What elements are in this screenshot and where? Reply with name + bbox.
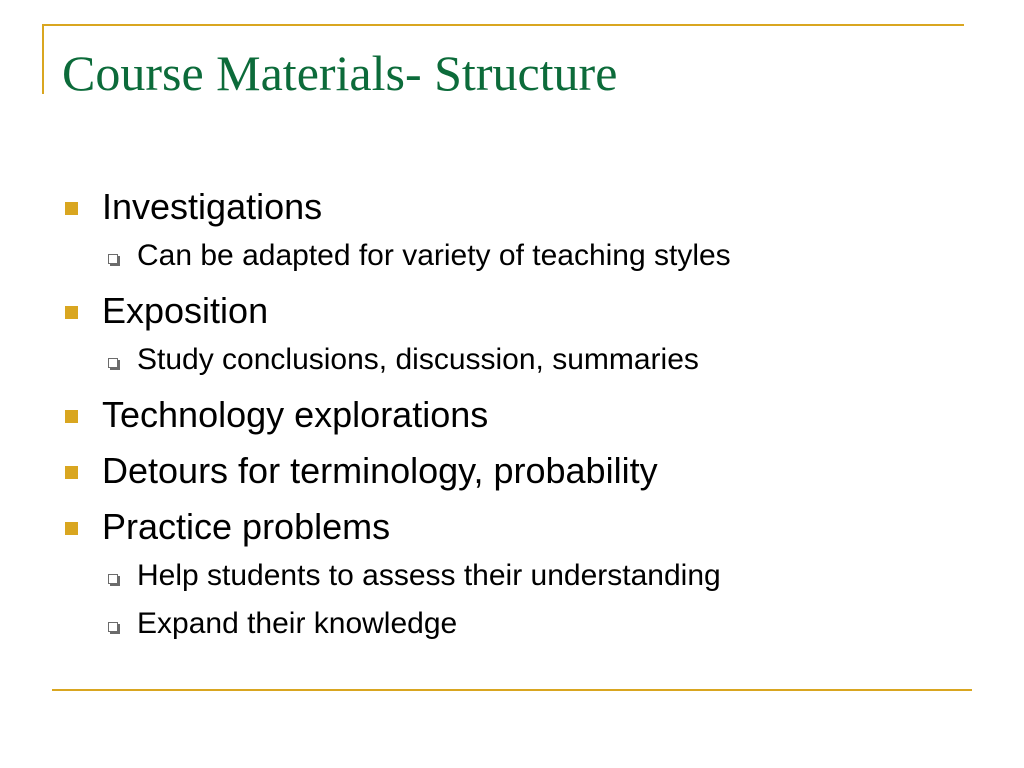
square-bullet-icon bbox=[65, 466, 78, 479]
frame-vertical-rule bbox=[42, 24, 44, 94]
sub-bullet-text: Study conclusions, discussion, summaries bbox=[137, 343, 699, 376]
bullet-list bbox=[60, 182, 980, 648]
square-bullet-icon bbox=[65, 306, 78, 319]
square-bullet-icon bbox=[65, 522, 78, 535]
sub-bullet-text: Expand their knowledge bbox=[137, 607, 458, 640]
bullet-item bbox=[60, 182, 980, 232]
sub-bullet-item bbox=[60, 232, 980, 280]
bullet-item bbox=[60, 286, 980, 336]
slide-title: Course Materials- Structure bbox=[62, 45, 618, 101]
square-bullet-icon bbox=[65, 410, 78, 423]
sub-bullet-item bbox=[60, 600, 980, 648]
hollow-square-bullet-icon bbox=[108, 622, 118, 632]
hollow-square-bullet-icon bbox=[108, 358, 118, 368]
hollow-square-bullet-icon bbox=[108, 574, 118, 584]
bullet-item bbox=[60, 502, 980, 552]
frame-top-rule bbox=[42, 24, 964, 26]
frame-bottom-rule bbox=[52, 689, 972, 691]
sub-bullet-item bbox=[60, 336, 980, 384]
bullet-text: Exposition bbox=[102, 290, 269, 331]
bullet-text: Practice problems bbox=[102, 506, 391, 547]
bullet-item bbox=[60, 390, 980, 440]
hollow-square-bullet-icon bbox=[108, 254, 118, 264]
square-bullet-icon bbox=[65, 202, 78, 215]
sub-bullet-item bbox=[60, 552, 980, 600]
bullet-item bbox=[60, 446, 980, 496]
bullet-text: Detours for terminology, probability bbox=[102, 450, 658, 491]
bullet-text: Technology explorations bbox=[102, 394, 489, 435]
sub-bullet-text: Can be adapted for variety of teaching styles bbox=[137, 239, 731, 272]
sub-bullet-text: Help students to assess their understanding bbox=[137, 559, 721, 592]
bullet-text: Investigations bbox=[102, 186, 323, 227]
